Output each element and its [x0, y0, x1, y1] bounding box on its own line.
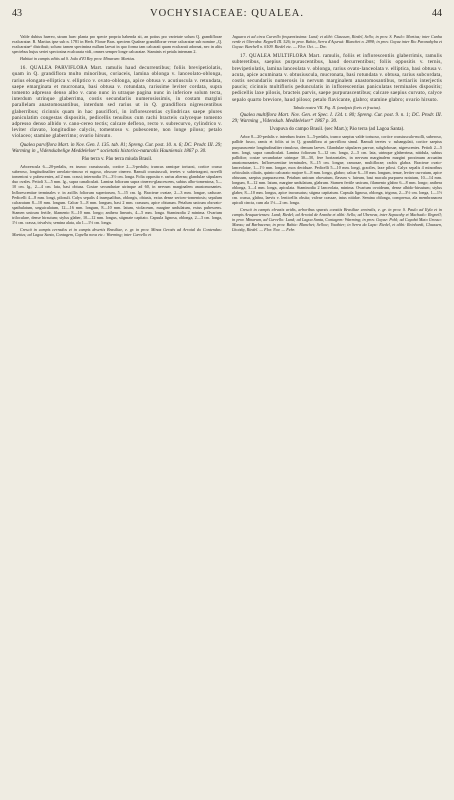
species-17-description: Arbor 8—20-pedalis v. interdum frutex 3—5-pedalis, trunco saepius valde tortuoso, cortice crassiusculo-molli, suberoso, pallide fusco, ramis et foliis ut in Q. grandiflora at parviflora simul. Ramuli teretes v. subangulati, cortice saepius purpurascente longitudinaliter rimuloso, demum laeves. Glandulae stipulares parvae, subglobosae, nigrescentes. Petioli 2—5 mm. longi, supra canaliculati. Lamina foliorum 5—12 cm. longa, 2—5 cm. lata, utrinque glaberrima, nitidula, subtus pallidior; costae secundariae utrinque 30—50, fere horizontales, in nervum marginalem margini proximum arcuatim anastomosantes. Inflorescentiae terminales, 8—15 cm. longae, ramosae, multiflorae; rachis glabra. Bracteae ovato-lanceolatae, 1—1½ mm. longae, mox deciduae. Pedicelli 5—10 mm. longi, graciles, laxe pilosi. Calyx sepalis 4 minoribus orbiculatis ciliatis, quinto calcarato majore 6—8 mm. longo, glabro; calcar 6—10 mm. longum, tenue, leviter curvatum, apice obtusum, saepius purpurascens. Petalum unicum obovatum, flavum v. luteum, basi macula purpurea notatum, 10—14 mm. longum, 8—12 mm. latum, margine undulatum, glabrum. Stamen fertile unicum, filamento glabro 6—8 mm. longo; anthera oblonga, 3—4 mm. longa, apiculata. Staminodia 2 lanceolata, minima. Ovarium ovoideum, dense albido-hirsutum; stylus glaber, 8—10 mm. longus, apice incrassatus; stigma capitatum. Capsula lignosa, oblonga, trigona, 2—3½ cm. longa, 1—1½ cm. crassa, glabra, laevis v. lenticellis obsita; valvae crassae, intus nitidae. Semina oblonga, compressa, ala membranacea apicali cincta, cum ala 1½—2 cm. longa. — [232, 134, 442, 206]
page-number-right: 44 — [432, 8, 442, 19]
species-16-description: Arborescula 6—20-pedalis, ex trunco crassiusculo, cortice 2—3-pedalis; truncus ramique tortuosi, cortice crasso suberoso, longitudinaliter areolato-rimoso et rugoso, obscure cinereo. Ramuli crassiusculi, teretes v. subtetragoni, novelli tomentosi v. pubescentes, ad 2 mm. crassi; internodia 1½—3½ cm. longa. Folia opposita v. rarius alterna; glandulae stipulares duo ovales. Petioli 3—5 mm. lg., supra canaliculati. Lamina foliorum supra cinereo-glaucescens, subtus albo-tomentosa, 5—10 cm. lg., 2—4 cm. lata, basi obtusa. Costae secundariae utrinque ad 60, in nervum marginalem anastomosantes. Inflorescentiae terminales v. in axillis foliorum superiorum, 5—15 cm. lg. Bracteae ovatae, 2—3 mm. longae, caducae. Pedicelli 4—8 mm. longi, pilosuli. Calyx sepalis 4 inaequalibus, oblongis, obtusis, extus dense sericeo-tomentosis; sepalum calcaratum 8—10 mm. longum. Calcar 5—8 mm. longum, basi 2 mm. crassum, apice obtusum. Petalum unicum obovato-spathulatum, unguiculatum, 12—16 mm. longum, 8—10 mm. latum, violaceum, margine undulatum, extus pubescens. Stamen unicum fertile, filamento 8—10 mm. longo; anthera linearis, 4—5 mm. longa. Staminodia 2 minima. Ovarium triloculare, dense hirsutum; stylus glaber, 10—12 mm. longus, stigmate capitato. Capsula lignosa, oblonga, 2—3 cm. longa, 1½ cm. crassa, trivalvis; semina alata, ala 1—1½ cm. longa. — [12, 164, 222, 225]
species-16-heading: 16. QUALEA PARVIFLORA Mart. ramulis haud decurrentibus; foliis brevipetiolatis, quam in Q. grandiflora multo minoribus, coriaceis, lamina oblonga v. lanceolato-oblonga, rarius elongato-elliptica v. elliptico v. ovato-oblonga, apice obtusa v. acutiuscula v. retundata, saepe emarginata et mucronata, basi obtusa v. rotundata, rarissime leviter cordata, supra tomento adpresso denso albo v. cano nunc in utraque pagina nunc in inferiore solum tecta, interdum utrinque glaberrima, costis secundariis numerosissimis, in costam margini parallelam anastomosantibus, interdum sed rarius ut in Q. grandiflora nigrescentibus glaberribus; cicinnis quam in hac pauciflori, in inflorescentias cylindricas saepe plures paniculatim congestas dispositis, pedicellis tenuibus cum rachi bracteis calyceque tomento adpresso denso albido v. cano-cereo tectis; calcare deflexo, recto v. subrecurvo, cylindrico v. leviter clavato, longitudine calycis, tomentoso v. pubescente, non longe piloso; petalo violaceo; stamine glaberrimo; ovario hirsuto. — [12, 65, 222, 140]
species-17-synonymy: Qualea multiflora Mart. Nov. Gen. et Spec. I. 134. t. 80; Spreng. Cur. post. 9. n. 1; DC. Prodr. III. 29; Warming „Videnskab. Meddelelser“ 1867 p. 30. — [232, 111, 442, 125]
page-number-left: 43 — [12, 8, 22, 19]
species-16-synonymy: Qualea parviflora Mart. in Nov. Gen. I. 135. tab. 81; Spreng. Cur. post. 10. n. 6; DC. Prodr. III. 29; Warming in „Videnskabelige Meddelelser“ societatis historico-naturalis Hauniensis 1867 p. 30. — [12, 141, 222, 154]
plate-reference: Tabula nostra VII. Fig. II. (analysis floris et fructus). — [293, 104, 381, 110]
habitat-note: Habitat in campis editis ad S. João d'El Rey prov. Minarum: Martius. — [20, 56, 136, 62]
species-16-localities: Crescit in campis cerrados et in campis desertis Brasiliae, e. gr. in prov. Minas Geraës ad Arraial do Contendas: Martius; ad Lagoa Santa, Contagem, Capella nova etc.: Warming; inter Curvello et — [12, 226, 222, 237]
species-17-heading: 17. QUALEA MULTIFLORA Mart. ramulis, foliis et inflorescentiis glaberrimis, ramulis subteretibus, saepius purpurascentibus, haud decurrentibus; foliis oppositis v. ternis, brevipetiolatis, lamina lanceolata v. oblonga, rarius ovato-lanceolata v. elliptica, basi obtusa v. acuta, apice acuminata v. obtusiuscula, mucronata, basi rotundata v. obtusa, rarius subcordata, costis secundariis numerosis in nervum marginalem anastomosantibus, tertiariis interjectis paucis; cicinnis multifloris pedunculatis in inflorescentias paniculatas terminales dispositis; pedicellis laxe pilosis, bracteis parvis, saepe purpurascentibus; calcare saepius curvato, calyce sepalo quarto breviore, haud piloso; petalo flavicante, glabro; stamine glabro; ovario hirsuto. — [232, 53, 442, 103]
running-title: VOCHYSIACEAE: QUALEA. — [150, 8, 304, 19]
right-column — [232, 34, 442, 794]
species-16-vernacular: Pào terra v. Pào terra miuda Brasil. — [81, 156, 153, 163]
species-17-localities: Crescit in campis elevatis aridis, arboribus sparsis consitis Brasiliae centralis, e. gr. in prov. S. Paulo ad Ilyla et in campis Araquarienses: Lund; Riedel; ad Arraial de Aranha et alibi: Sello; ad Uberava, inter Sapucahy et Machado: Regnell; in prov. Minarum, ad Curvello: Lund; ad Lagoa Santa, Contagem: Warming; in prov. Goyaz: Pohl; ad Cuyabá Mato Grosso: Manso; ad Barbacena; in prov. Bahia: Blanchet; Sellow; Vauthier; in Serra da Lapa: Riedel, et alibi: Reinhardt, Claussen, Lhotsky, Riedel. — Flor. Nov. — Febr. — [232, 207, 442, 233]
dubius-paragraph: Valde dubius haereo, utrum haec planta pro specie propria habenda sit, an potius pro varietate solum Q. grandiflorae ecalcaratae. R. Martius ipse sub n. 1781 in Herb. Florae Bras. speciem Qualeae grandiflorae verae calcaratae sub nomine „Q. ecalcaratae“ distribuit; solum: tamen specimina nullum laevat in quo forma tam calcarati quam ecalcarati adornat, nec in aliis speciebus hujus seriei speciosina ecalcarata vidi, omnes semper longe calcaratae. Staminis et petala internam 2. — [12, 34, 222, 55]
species-16-localities-continued: Jaguara et ad circa Curvello frequentissima: Lund; et alibi: Claussen, Riedel, Sello; in prov. S. Paulo: Martius; inter Cunha verde et Uberaba: Regnell III. 526; in prov. Bahia, Serra d'Açuruá: Blanchet n. 2898; in prov. Goyaz inter Rio Paranahyba et Goyaz: Burchell n. 6109. Riedel etc. — Flor. Oct. — Dec. — [232, 34, 442, 50]
left-column — [12, 34, 222, 794]
running-header — [12, 8, 442, 24]
species-17-vernacular: Uvapuva do campo Brasil. (sec Mart.); Pào terra (ad Lagoa Santa). — [269, 126, 405, 133]
